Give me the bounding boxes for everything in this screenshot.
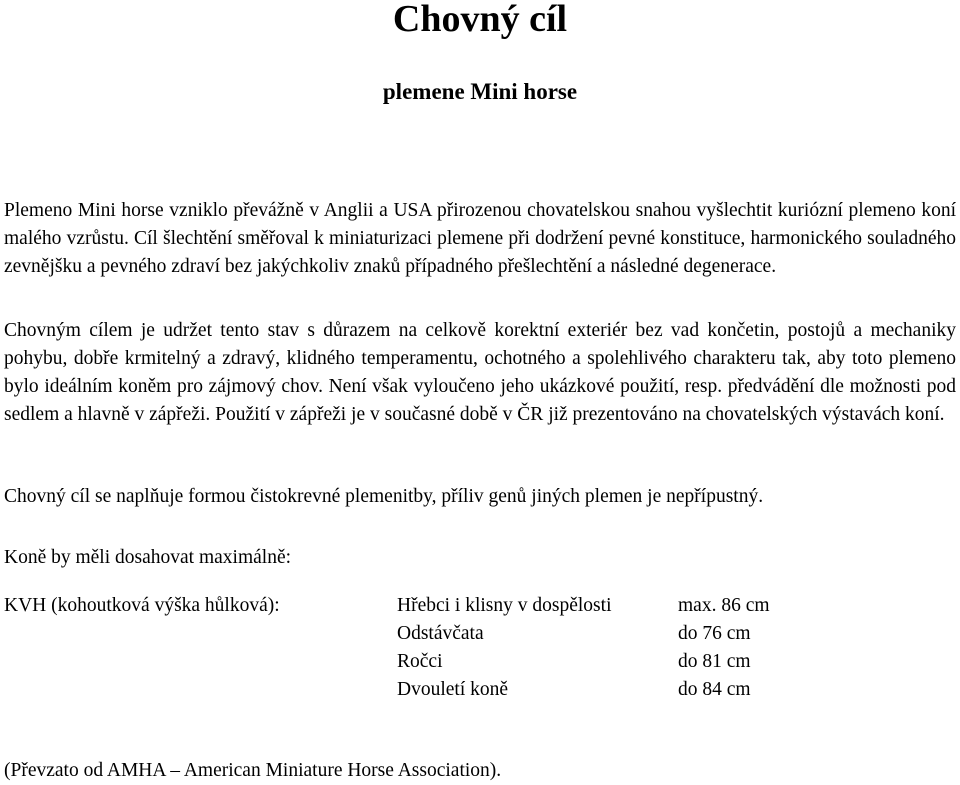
kvh-category-adults: Hřebci i klisny v dospělosti — [397, 595, 612, 616]
kvh-limit-two-year-olds: do 84 cm — [678, 679, 751, 700]
paragraph-breeding-goal: Chovným cílem je udržet tento stav s důrazem na celkově korektní exteriér bez vad končetin, postojů a mechaniky pohybu, dobře krmitelný a zdravý, klidného temperamentu, ochotného a spolehlivého charakteru tak, aby toto plemeno bylo ideálním koněm pro zájmový chov. Není však vyloučeno jeho ukázkové použití, resp. předvádění dle možnosti pod sedlem a hlavně v zápřeži. Použití v zápřeži je v současné době v ČR již prezentováno na chovatelských výstavách koní. — [4, 320, 956, 425]
kvh-category-weanlings: Odstávčata — [397, 623, 484, 644]
kvh-limit-weanlings: do 76 cm — [678, 623, 751, 644]
page-subtitle: plemene Mini horse — [382, 79, 578, 104]
source-note: (Převzato od AMHA – American Miniature Horse Association). — [4, 760, 502, 781]
kvh-category-two-year-olds: Dvouletí koně — [397, 679, 509, 700]
kvh-category-yearlings: Ročci — [397, 651, 443, 672]
paragraph-max-height-intro: Koně by měli dosahovat maximálně: — [4, 547, 292, 568]
paragraph-intro: Plemeno Mini horse vzniklo převážně v Anglii a USA přirozenou chovatelskou snahou vyšlechtit kuriózní plemeno koní malého vzrůstu. Cíl šlechtění směřoval k miniaturizaci plemene při dodržení pevné konstituce, harmonického souladného zevnějšku a pevného zdraví bez jakýchkoliv znaků případného přešlechtění a následné degenerace. — [4, 200, 956, 277]
kvh-label: KVH (kohoutková výška hůlková): — [4, 595, 280, 616]
kvh-limit-adults: max. 86 cm — [678, 595, 770, 616]
paragraph-purebred: Chovný cíl se naplňuje formou čistokrevné plemenitby, příliv genů jiných plemen je nepřípustný. — [4, 486, 764, 507]
page-title: Chovný cíl — [392, 0, 568, 40]
kvh-limit-yearlings: do 81 cm — [678, 651, 751, 672]
